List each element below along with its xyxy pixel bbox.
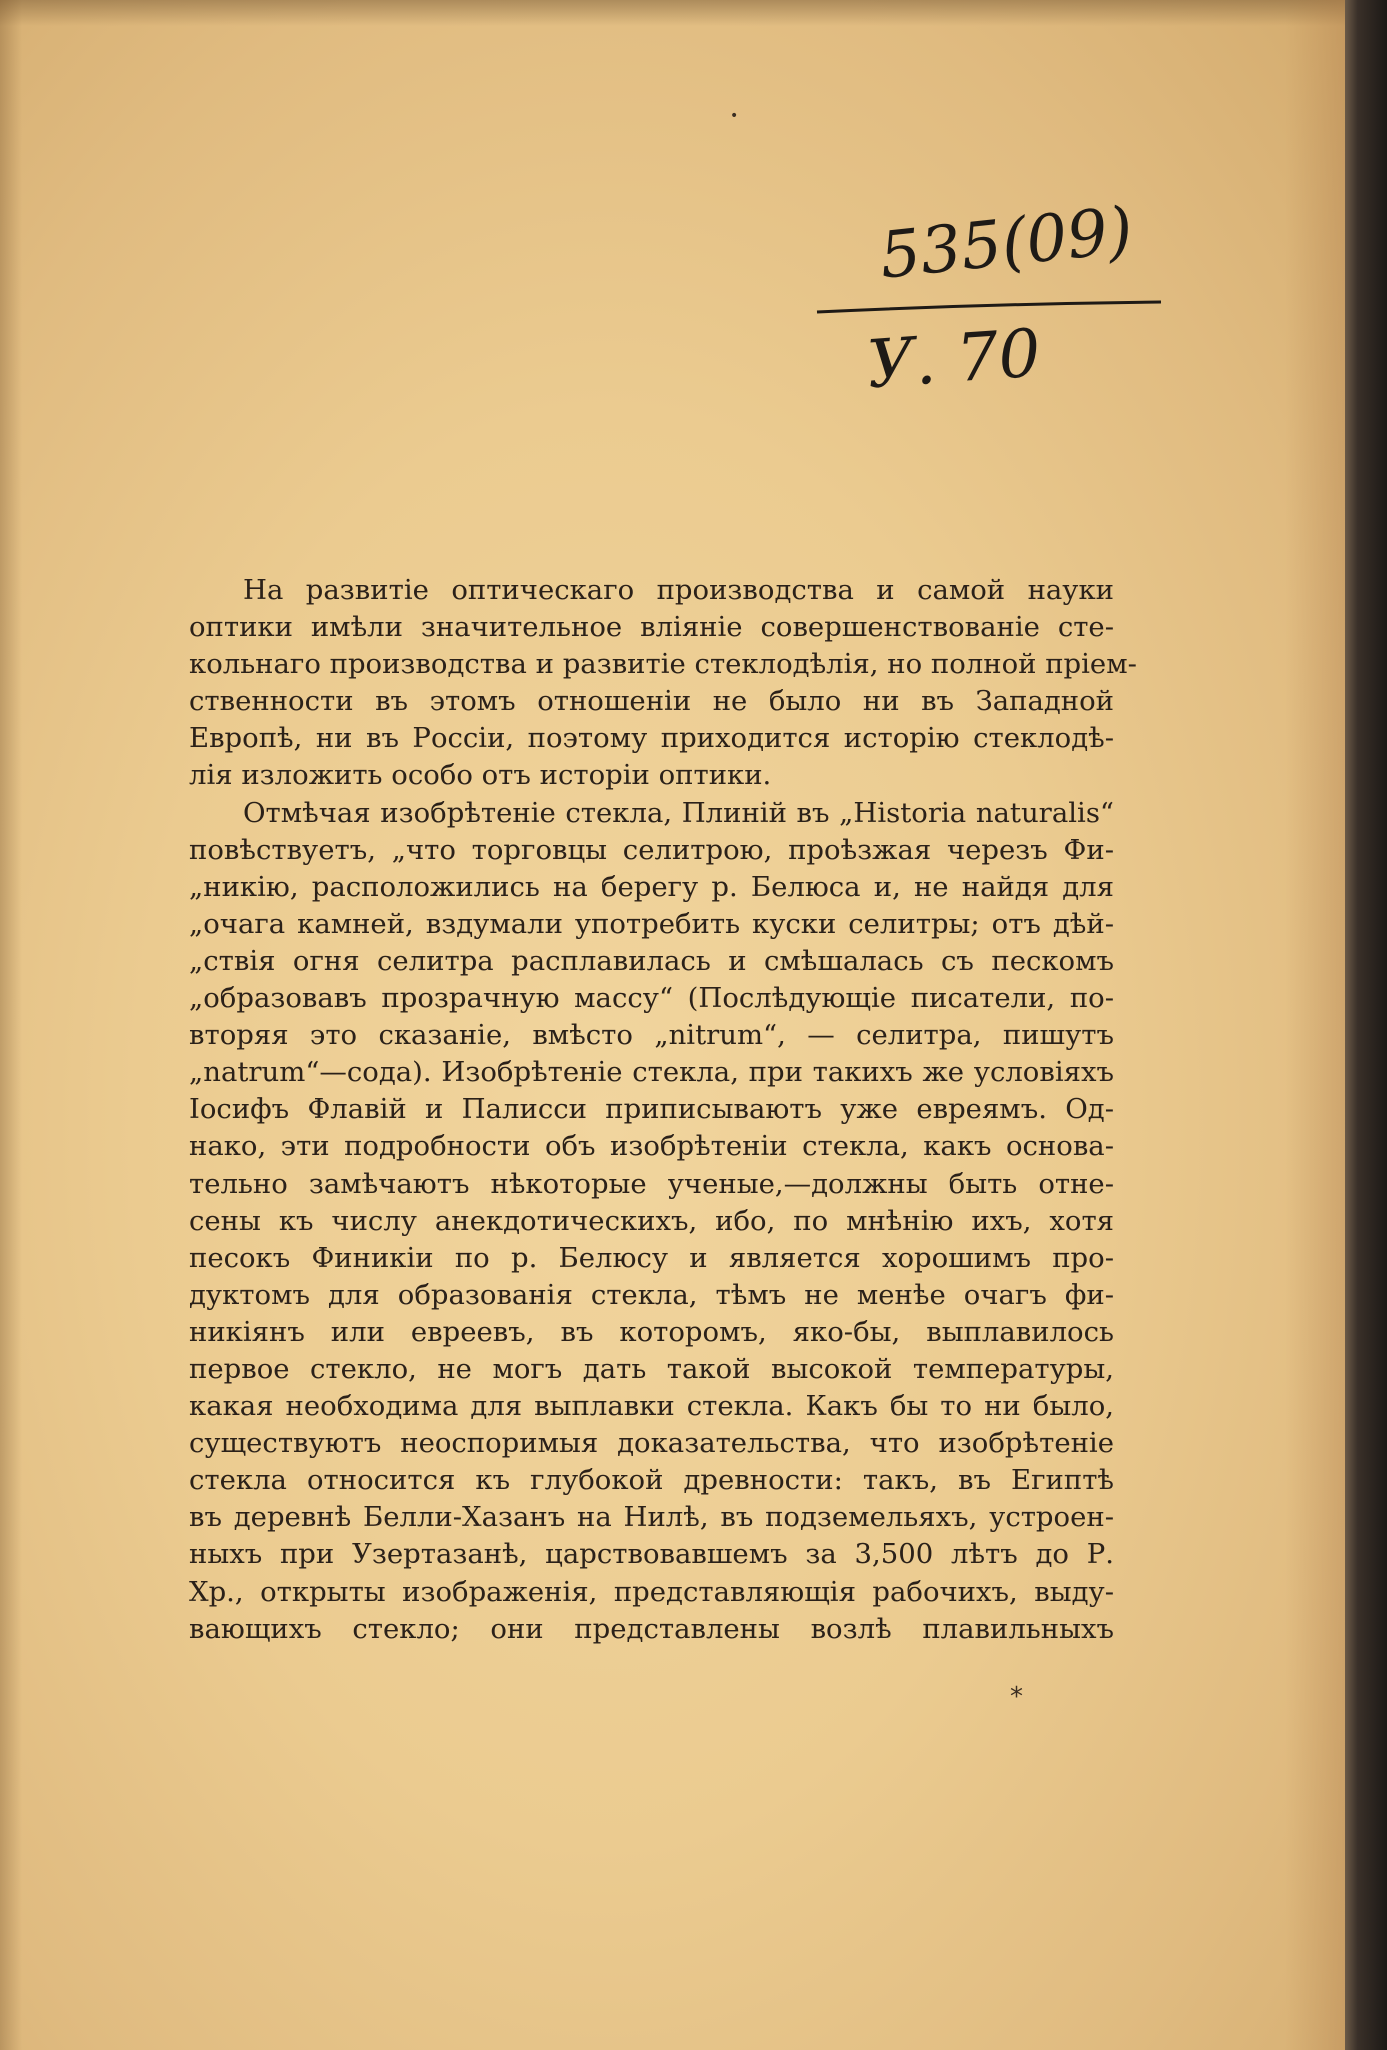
edge-stain <box>1285 0 1345 2050</box>
text-line: вающихъ стекло; они представлены возлѣ плавильныхъ <box>189 1612 1114 1645</box>
text-line: Хр., открыты изображенія, представляющія рабочихъ, выду- <box>189 1575 1114 1608</box>
text-line: Іосифъ Флавій и Палисси приписываютъ уже евреямъ. Од- <box>189 1093 1114 1126</box>
spine-shadow <box>0 0 22 2050</box>
text-line: стекла относится къ глубокой древности: такъ, въ Египтѣ <box>189 1464 1114 1497</box>
paragraph-2 <box>189 795 1114 1648</box>
text-line: „ствія огня селитра расплавилась и смѣшалась съ пескомъ <box>189 944 1114 977</box>
text-line: повѣствуетъ, „что торговцы селитрою, проѣзжая черезъ Фи- <box>189 833 1114 866</box>
text-line: тельно замѣчаютъ нѣкоторые ученые,—должны быть отне- <box>189 1167 1114 1200</box>
shelfmark-handwritten <box>815 190 1165 420</box>
text-line: какая необходима для выплавки стекла. Какъ бы то ни было, <box>189 1390 1114 1423</box>
text-line: оптики имѣли значительное вліяніе совершенствованіе сте- <box>189 611 1114 644</box>
text-line: сены къ числу анекдотическихъ, ибо, по мнѣнію ихъ, хотя <box>189 1204 1114 1237</box>
text-line: „очага камней, вздумали употребить куски селитры; отъ дѣй- <box>189 907 1114 940</box>
text-line: дуктомъ для образованія стекла, тѣмъ не менѣе очагъ фи- <box>189 1278 1114 1311</box>
shelfmark-top: 535(09) <box>876 193 1137 294</box>
text-line: ныхъ при Узертазанѣ, царствовавшемъ за 3,500 лѣтъ до Р. <box>189 1538 1114 1571</box>
text-line: никіянъ или евреевъ, въ которомъ, яко-бы, выплавилось <box>189 1315 1114 1348</box>
body-text <box>189 572 1137 1648</box>
text-line: существуютъ неоспоримыя доказательства, что изобрѣтеніе <box>189 1427 1114 1460</box>
text-line: вторяя это сказаніе, вмѣсто „nitrum“, — селитра, пишутъ <box>189 1019 1114 1052</box>
text-line: первое стекло, не могъ дать такой высокой температуры, <box>189 1352 1114 1385</box>
page-ornament: * <box>1010 1682 1023 1712</box>
text-line: песокъ Финикіи по р. Белюсу и является хорошимъ про- <box>189 1241 1114 1274</box>
text-line: нако, эти подробности объ изобрѣтеніи стекла, какъ основа- <box>189 1130 1114 1163</box>
page-edge <box>1345 0 1387 2050</box>
text-line: ственности въ этомъ отношеніи не было ни въ Западной <box>189 685 1114 718</box>
paragraph-1 <box>189 572 1137 795</box>
text-line: кольнаго производства и развитіе стеклодѣлія, но полной пріем- <box>189 648 1137 681</box>
text-line: лія изложить особо отъ исторіи оптики. <box>189 759 772 792</box>
text-line: „образовавъ прозрачную массу“ (Послѣдующіе писатели, по- <box>189 982 1114 1015</box>
shelfmark-bottom: У. 70 <box>864 314 1044 404</box>
text-line: На развитіе оптическаго производства и самой науки <box>243 574 1114 606</box>
page-speck: • <box>730 108 739 124</box>
top-shadow <box>0 0 1345 26</box>
text-line: въ деревнѣ Белли-Хазанъ на Нилѣ, въ подземельяхъ, устроен- <box>189 1501 1114 1534</box>
text-line: Отмѣчая изобрѣтеніе стекла, Плиній въ „Historia naturalis“ <box>243 796 1114 829</box>
text-line: Европѣ, ни въ Россіи, поэтому приходится исторію стеклодѣ- <box>189 722 1114 755</box>
text-line: „natrum“—сода). Изобрѣтеніе стекла, при такихъ же условіяхъ <box>189 1056 1114 1089</box>
text-line: „никію, расположились на берегу р. Белюса и, не найдя для <box>189 870 1114 903</box>
